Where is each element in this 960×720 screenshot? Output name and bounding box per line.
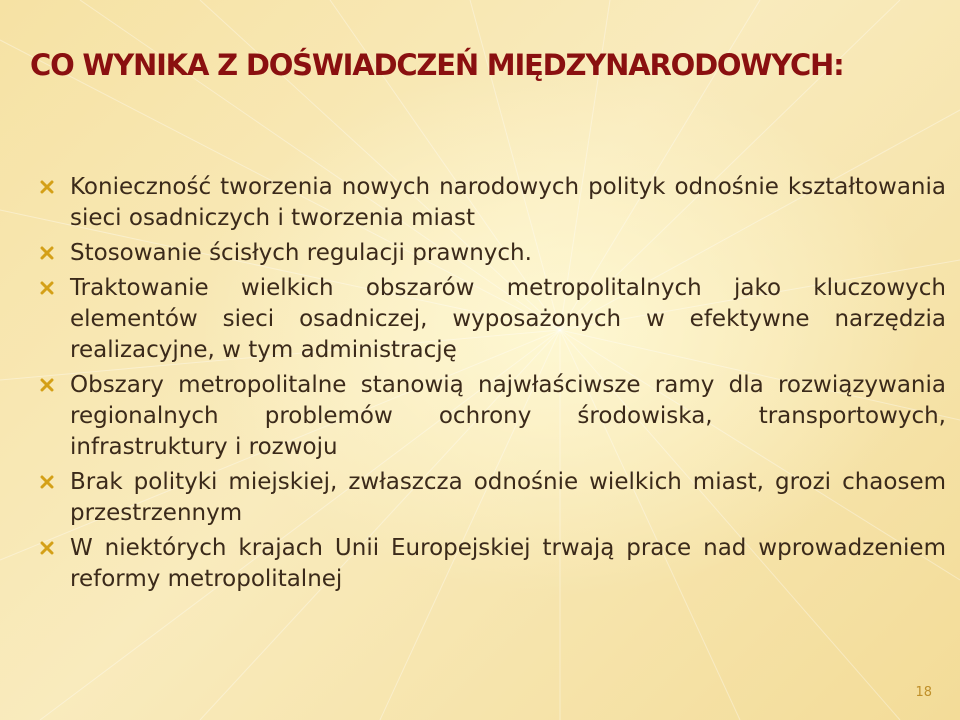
x-bullet-icon <box>40 281 54 295</box>
list-item <box>40 533 946 595</box>
bullet-text: Obszary metropolitalne stanowią najwłaściwsze ramy dla rozwiązywania regionalnych problemów ochrony środowiska, transportowych, infrastruktury i rozwoju <box>70 372 946 460</box>
list-item <box>40 172 946 234</box>
list-item <box>40 238 946 269</box>
list-item <box>40 370 946 463</box>
bullet-list <box>40 172 946 599</box>
list-item <box>40 273 946 366</box>
list-item <box>40 467 946 529</box>
x-bullet-icon <box>40 378 54 392</box>
x-bullet-icon <box>40 246 54 260</box>
bullet-text: Konieczność tworzenia nowych narodowych polityk odnośnie kształtowania sieci osadniczych i tworzenia miast <box>70 174 946 231</box>
bullet-text: W niektórych krajach Unii Europejskiej trwają prace nad wprowadzeniem reformy metropolitalnej <box>70 535 946 592</box>
bullet-text: Brak polityki miejskiej, zwłaszcza odnośnie wielkich miast, grozi chaosem przestrzennym <box>70 469 946 526</box>
bullet-text: Traktowanie wielkich obszarów metropolitalnych jako kluczowych elementów sieci osadniczej, wyposażonych w efektywne narzędzia realizacyjne, w tym administrację <box>70 275 946 363</box>
page-number: 18 <box>915 685 932 700</box>
bullet-text: Stosowanie ścisłych regulacji prawnych. <box>70 240 532 266</box>
x-bullet-icon <box>40 541 54 555</box>
slide-title: CO WYNIKA Z DOŚWIADCZEŃ MIĘDZYNARODOWYCH: <box>30 48 844 82</box>
x-bullet-icon <box>40 180 54 194</box>
x-bullet-icon <box>40 475 54 489</box>
